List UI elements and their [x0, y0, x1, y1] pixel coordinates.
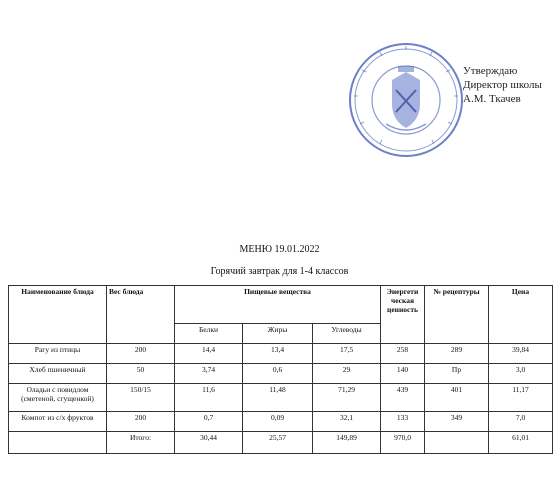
dish-name: Хлеб пшеничный	[9, 364, 107, 384]
dish-weight: 200	[107, 412, 175, 432]
page-subtitle: Горячий завтрак для 1-4 классов	[210, 266, 349, 277]
approval-line-1: Утверждаю	[463, 65, 518, 77]
header-weight: Вес блюда	[107, 286, 175, 344]
dish-carbs: 71,29	[313, 384, 381, 412]
dish-fat: 0,6	[243, 364, 313, 384]
table-row	[9, 344, 553, 364]
header-fat: Жиры	[243, 324, 313, 344]
dish-recipe: 401	[425, 384, 489, 412]
total-empty-cell	[9, 432, 107, 454]
total-row	[9, 432, 553, 454]
dish-protein: 3,74	[175, 364, 243, 384]
dish-carbs: 32,1	[313, 412, 381, 432]
dish-recipe: 349	[425, 412, 489, 432]
total-energy: 970,0	[381, 432, 425, 454]
total-carbs: 149,89	[313, 432, 381, 454]
dish-energy: 140	[381, 364, 425, 384]
dish-price: 11,17	[489, 384, 553, 412]
dish-energy: 133	[381, 412, 425, 432]
table-row	[9, 412, 553, 432]
header-recipe: № рецептуры	[425, 286, 489, 344]
table-row	[9, 384, 553, 412]
dish-energy: 258	[381, 344, 425, 364]
dish-energy: 439	[381, 384, 425, 412]
total-label: Итого:	[107, 432, 175, 454]
dish-name: Оладьи с повидлом (сметеной, сгущенкой)	[9, 384, 107, 412]
dish-weight: 200	[107, 344, 175, 364]
dish-weight: 50	[107, 364, 175, 384]
dish-carbs: 29	[313, 364, 381, 384]
approval-block	[463, 64, 542, 106]
header-dish: Наименование блюда	[9, 286, 107, 344]
approval-line-2: Директор школы	[463, 79, 542, 91]
approval-line-3: А.М. Ткачев	[463, 93, 521, 105]
school-seal-stamp	[346, 40, 466, 160]
dish-fat: 0,09	[243, 412, 313, 432]
dish-name: Рагу из птицы	[9, 344, 107, 364]
header-nutrients: Пищевые вещества	[175, 286, 381, 324]
dish-fat: 13,4	[243, 344, 313, 364]
dish-price: 39,84	[489, 344, 553, 364]
header-protein: Белки	[175, 324, 243, 344]
dish-recipe: Пр	[425, 364, 489, 384]
dish-protein: 11,6	[175, 384, 243, 412]
header-energy: Энергети ческая ценность	[381, 286, 425, 344]
header-carbs: Углеводы	[313, 324, 381, 344]
dish-recipe: 289	[425, 344, 489, 364]
menu-table	[8, 285, 553, 454]
total-recipe-empty	[425, 432, 489, 454]
header-price: Цена	[489, 286, 553, 344]
dish-fat: 11,48	[243, 384, 313, 412]
dish-price: 7,0	[489, 412, 553, 432]
dish-weight: 150/15	[107, 384, 175, 412]
dish-protein: 14,4	[175, 344, 243, 364]
dish-name: Компот из с/х фруктов	[9, 412, 107, 432]
dish-protein: 0,7	[175, 412, 243, 432]
table-row	[9, 364, 553, 384]
total-fat: 25,57	[243, 432, 313, 454]
dish-price: 3,0	[489, 364, 553, 384]
dish-carbs: 17,5	[313, 344, 381, 364]
total-price: 61,01	[489, 432, 553, 454]
total-protein: 30,44	[175, 432, 243, 454]
page-title: МЕНЮ 19.01.2022	[239, 244, 320, 255]
